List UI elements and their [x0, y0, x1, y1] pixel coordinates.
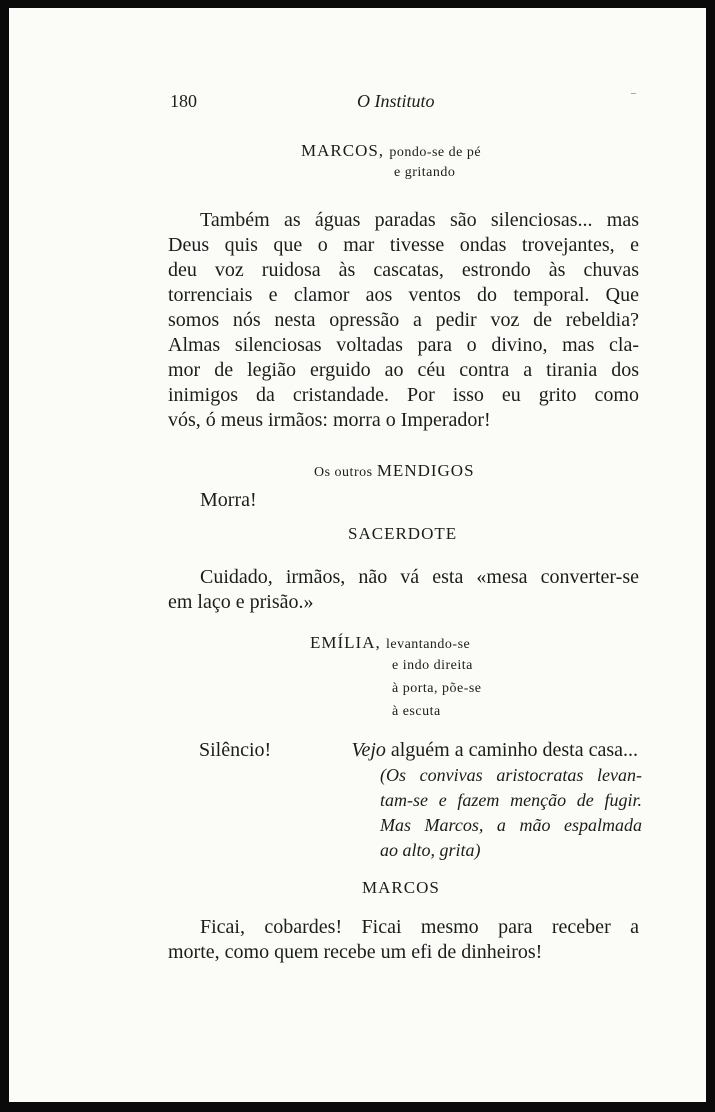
text-line: inimigos da cristandade. Por isso eu grito como — [168, 384, 639, 406]
speaker-sacerdote: SACERDOTE — [348, 524, 458, 543]
book-page — [9, 8, 706, 1102]
stage-direction-line: à porta, põe-se — [392, 681, 482, 696]
page-number: 180 — [170, 91, 197, 111]
speaker-prefix: Os outros — [314, 465, 373, 480]
text-line: morte, como quem recebe um efi de dinheiros! — [168, 941, 543, 963]
text-line: Deus quis que o mar tivesse ondas trovejantes, e — [168, 234, 639, 256]
speech-line: Morra! — [200, 489, 257, 511]
print-mark: ¯ — [631, 93, 636, 104]
stage-direction-block — [380, 763, 642, 863]
text-line: Almas silenciosas voltadas para o divino, mas cla- — [168, 334, 639, 356]
speaker-name: MARCOS, — [301, 141, 385, 160]
stage-line: Mas Marcos, a mão espalmada — [380, 815, 642, 835]
stage-line: tam-se e fazem menção de fugir. — [380, 790, 642, 810]
speech-paragraph — [168, 915, 639, 965]
speaker-name: EMÍLIA, — [310, 633, 381, 652]
stage-direction-line: à escuta — [392, 704, 441, 719]
speech-rest: Vejo alguém a caminho desta casa... — [351, 739, 638, 761]
running-title: O Instituto — [357, 91, 435, 111]
text-line: somos nós nesta opressão a pedir voz de rebeldia? — [168, 309, 639, 331]
text-line: Cuidado, irmãos, não vá esta «mesa converter-se — [200, 566, 639, 588]
speaker-emilia — [310, 633, 470, 653]
stage-direction-inline: levantando-se — [385, 637, 471, 652]
speech-paragraph — [168, 565, 639, 615]
speaker-marcos-1 — [301, 141, 481, 161]
stage-line: (Os convivas aristocratas levan- — [380, 765, 642, 785]
stage-direction-line: e indo direita — [392, 658, 473, 673]
text-line: mor de legião erguido ao céu contra a tirania dos — [168, 359, 639, 381]
speech-paragraph — [168, 208, 639, 433]
speaker-name: MENDIGOS — [376, 461, 475, 480]
speaker-mendigos — [314, 461, 475, 481]
text-line: torrenciais e clamor aos ventos do temporal. Que — [168, 284, 639, 306]
stage-direction-line: e gritando — [394, 165, 456, 180]
text-line: vós, ó meus irmãos: morra o Imperador! — [168, 409, 491, 431]
emphasis-word: Vejo — [351, 739, 386, 761]
text-line: Ficai, cobardes! Ficai mesmo para receber a — [200, 916, 639, 938]
speech-word: Silêncio! — [199, 739, 272, 761]
stage-direction-inline: pondo-se de pé — [389, 145, 482, 160]
speech-line — [199, 739, 638, 762]
stage-line: ao alto, grita) — [380, 840, 481, 860]
speaker-marcos-2: MARCOS — [362, 878, 440, 897]
text-line: deu voz ruidosa às cascatas, estrondo às chuvas — [168, 259, 639, 281]
text-line: Também as águas paradas são silenciosas... mas — [200, 209, 639, 231]
text-line: em laço e prisão.» — [168, 591, 314, 613]
